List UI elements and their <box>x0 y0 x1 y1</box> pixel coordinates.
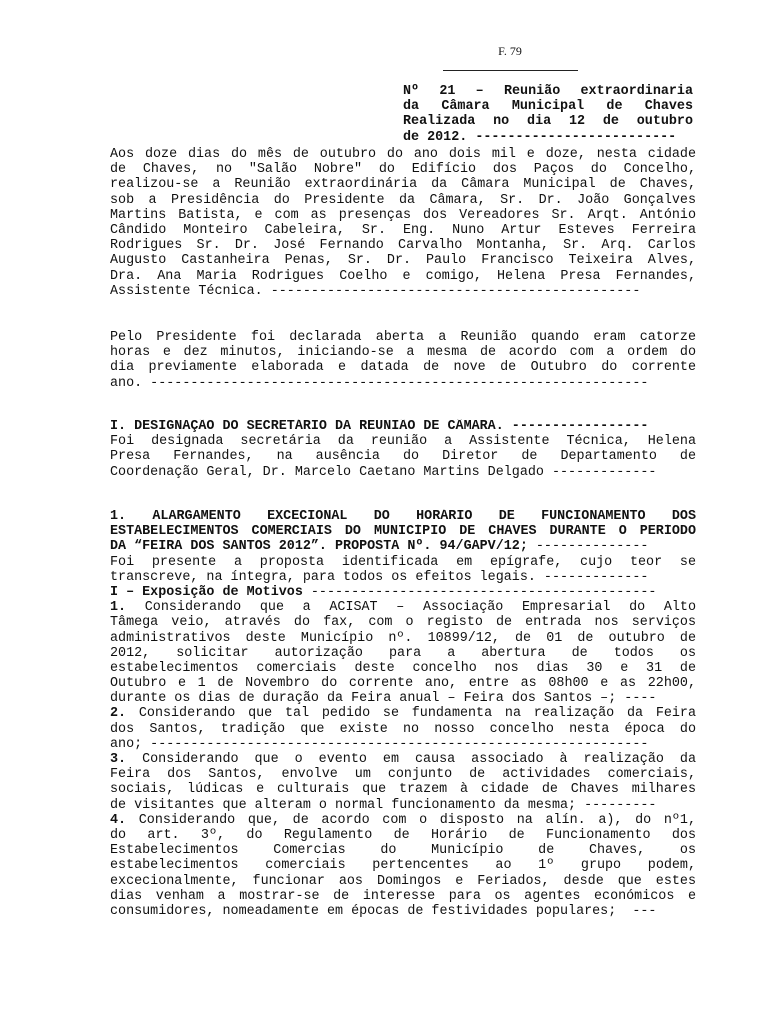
section-title <box>110 419 696 434</box>
item-title-line: ESTABELECIMENTOS COMERCIAIS DO MUNICÍPIO DE CHAVES DURANTE O PERÍODO <box>110 524 696 540</box>
point-number: 3. <box>110 752 127 767</box>
paragraph-line: transcreve, na íntegra, para todos os efeitos legais. ------------- <box>110 569 649 585</box>
point-line: administrativos deste Município nº. 10899/12, de 01 de outubro de <box>110 630 696 646</box>
paragraph-line: Foi presente a proposta identificada em epígrafe, cujo teor se <box>110 554 696 570</box>
paragraph-line: sob a Presidência do Presidente da Câmara, Sr. Dr. João Gonçalves <box>110 192 696 208</box>
paragraph-line: de Chaves, no "Salão Nobre" do Edifício dos Paços do Concelho, <box>110 162 696 178</box>
section-title-dashes: ----------------- <box>503 419 649 434</box>
paragraph-line: dia previamente elaborada e datada de nove de Outubro do corrente <box>110 360 696 376</box>
paragraph-line: Aos doze dias do mês de outubro do ano dois mil e doze, nesta cidade <box>110 147 696 162</box>
folio-underline <box>443 70 578 71</box>
item-title-line <box>110 539 696 554</box>
section-title-text: I. DESIGNAÇÃO DO SECRETÁRIO DA REUNIÃO DE CÂMARA. <box>110 419 504 434</box>
point-line: Outubro e 1 de Novembro do corrente ano, entre as 08h00 e as 22h00, <box>110 676 696 692</box>
point-line: dos Santos, tradição que existe no nosso concelho nesta época do <box>110 721 696 737</box>
paragraph-line: Martins Batista, e com as presenças dos Vereadores Sr. Arqt. António <box>110 207 696 223</box>
paragraph-line: Dra. Ana Maria Rodrigues Coelho e comigo, Helena Presa Fernandes, <box>110 268 696 284</box>
paragraph-line: realizou-se a Reunião extraordinária da Câmara Municipal de Chaves, <box>110 177 696 193</box>
paragraph-line: horas e dez minutos, iniciando-se a mesma de acordo com a ordem do <box>110 345 696 361</box>
point-line: 1. Considerando que a ACISAT – Associação Empresarial do Alto <box>110 600 696 616</box>
opening-paragraph <box>110 147 696 299</box>
point-line: Feira dos Santos, envolve um conjunto de actividades comerciais, <box>110 767 696 783</box>
point-line: estabelecimentos comerciais deste concelho nos dias 30 e 31 de <box>110 660 696 676</box>
paragraph-line: Augusto Castanheira Penas, Sr. Dr. Paulo Francisco Teixeira Alves, <box>110 253 696 269</box>
item-title-text: DA “FEIRA DOS SANTOS 2012”. PROPOSTA Nº. 94/GAPV/12; <box>110 539 528 555</box>
heading-line: Realizada no dia 12 de outubro <box>403 114 693 130</box>
point-line: 3. Considerando que o evento em causa associado à realização da <box>110 752 696 767</box>
point-line: dias venham a mostrar-se de interesse para os agentes económicos e <box>110 888 696 904</box>
declared-open-paragraph <box>110 330 696 391</box>
point-line: estabelecimentos comerciais pertencentes ao 1º grupo podem, <box>110 858 696 874</box>
point-line: ano; -------------------------------------------------------------- <box>110 736 649 752</box>
paragraph-line: Presa Fernandes, na ausência do Diretor de Departamento de <box>110 449 696 465</box>
point-line: 2012, solicitar autorização para a abertura de todos os <box>110 645 696 661</box>
point-line: do art. 3º, do Regulamento de Horário de Funcionamento dos <box>110 827 696 843</box>
exposicao-label: I – Exposição de Motivos <box>110 584 303 600</box>
heading-line: da Câmara Municipal de Chaves <box>403 99 693 115</box>
paragraph-line: Rodrigues Sr. Dr. José Fernando Carvalho Montanha, Sr. Arq. Carlos <box>110 238 696 254</box>
point-line: excecionalmente, funcionar aos Domingos e Feriados, desde que estes <box>110 873 696 889</box>
item-title-dashes: -------------- <box>527 539 649 555</box>
section-secretary <box>110 419 696 480</box>
exposicao-dashes: ------------------------------------------- <box>302 584 657 600</box>
point-number: 4. <box>110 812 127 828</box>
point-line: sociais, lúdicas e culturais que trazem à cidade de Chaves milhares <box>110 782 696 798</box>
exposicao-heading <box>110 585 696 600</box>
paragraph-line: Foi designada secretária da reunião a Assistente Técnica, Helena <box>110 434 696 450</box>
point-line: de visitantes que alteram o normal funcionamento da mesma; --------- <box>110 797 657 813</box>
paragraph-line: Pelo Presidente foi declarada aberta a Reunião quando eram catorze <box>110 330 696 345</box>
heading-line: Nº 21 – Reunião extraordinaria <box>403 84 693 99</box>
paragraph-line: ano. -------------------------------------------------------------- <box>110 375 649 391</box>
point-line: durante os dias de duração da Feira anual – Feira dos Santos –; ---- <box>110 691 657 707</box>
item-title-line: 1. ALARGAMENTO EXCECIONAL DO HORÁRIO DE FUNCIONAMENTO DOS <box>110 509 696 524</box>
point-line: 4. Considerando que, de acordo com o disposto na alín. a), do nº1, <box>110 812 696 828</box>
heading-line: de 2012. ------------------------- <box>403 129 677 145</box>
point-number: 2. <box>110 706 127 722</box>
point-line: Tâmega veio, através do fax, com o registo de entrada nos serviços <box>110 615 696 631</box>
point-line: Estabelecimentos Comercias do Município de Chaves, os <box>110 843 696 859</box>
paragraph-line: Coordenação Geral, Dr. Marcelo Caetano Martins Delgado ------------- <box>110 464 657 480</box>
paragraph-line: Assistente Técnica. ---------------------------------------------- <box>110 283 641 299</box>
minutes-heading <box>403 84 693 145</box>
folio-number: F. 79 <box>498 44 522 58</box>
item-1 <box>110 509 696 919</box>
point-line: consumidores, nomeadamente em épocas de festividades populares; --- <box>110 903 657 919</box>
point-number: 1. <box>110 600 127 616</box>
point-line: 2. Considerando que tal pedido se fundamenta na realização da Feira <box>110 706 696 722</box>
paragraph-line: Cândido Monteiro Cabeleira, Sr. Eng. Nuno Artur Esteves Ferreira <box>110 222 696 238</box>
